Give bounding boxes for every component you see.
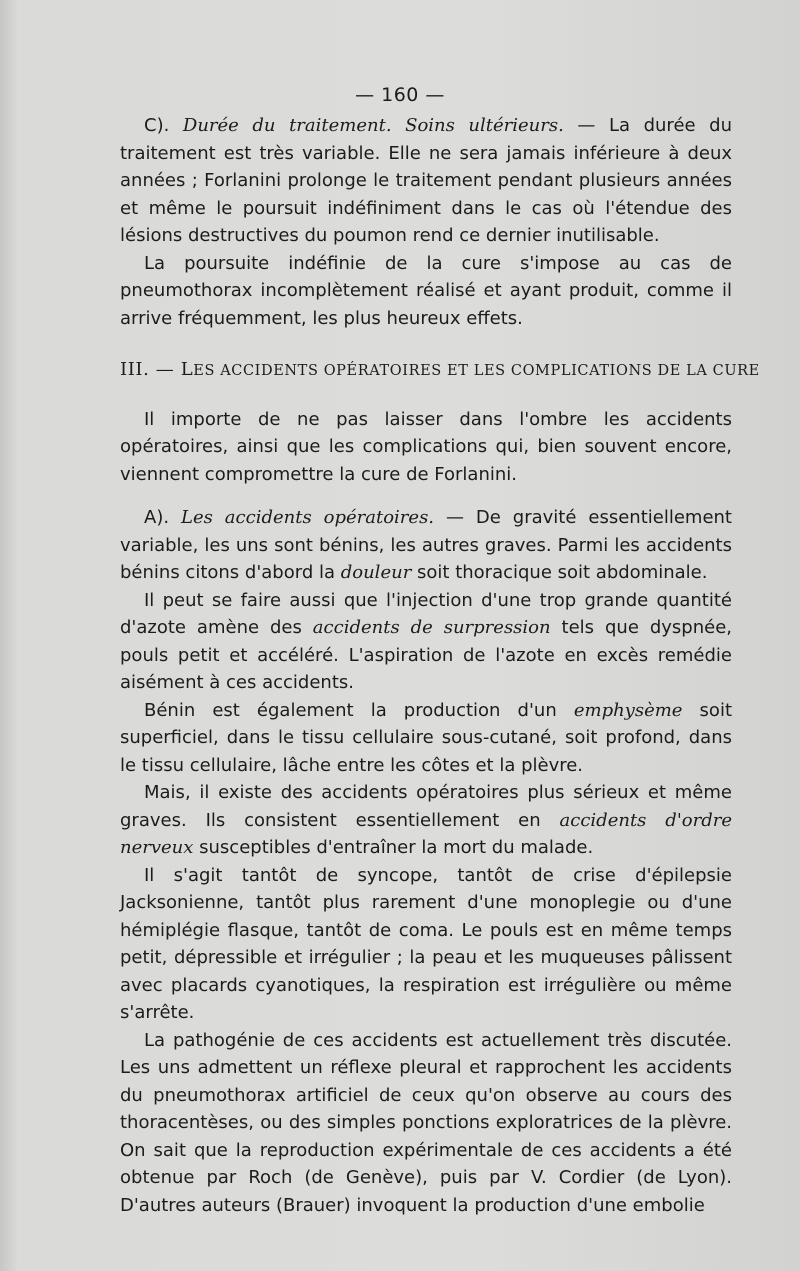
page-number: — 160 — <box>355 84 445 106</box>
section-iii-title-initial: L <box>180 359 194 380</box>
section-a-body-1: — De gravité essentiellement variable, les uns sont bénins, les autres graves. Parmi les accidents bénins citons d'abord la <box>120 507 732 583</box>
injection-text-1: Il peut se faire aussi que l'injection d'une trop grande quantité d'azote amène des <box>120 589 732 638</box>
paragraph-importe: Il importe de ne pas laisser dans l'ombre les accidents opératoires, ainsi que les complications qui, bien souvent encore, viennent compromettre la cure de Forlanini. <box>120 408 732 485</box>
paragraph-duree-traitement <box>120 112 732 250</box>
mais-emphasis: accidents d'ordre nerveux <box>120 809 732 858</box>
paragraph-poursuite: La poursuite indéfinie de la cure s'impose au cas de pneumothorax incomplètement réalisé et ayant produit, comme il arrive fréquemment, les plus heureux effets. <box>120 252 732 329</box>
section-a-douleur: douleur <box>340 562 412 583</box>
paragraph-injection <box>120 587 732 697</box>
section-a-label: A). <box>144 507 170 528</box>
section-iii-number: III. — <box>120 359 181 380</box>
paragraph-pathogenie: La pathogénie de ces accidents est actuellement très discutée. Les uns admettent un réflexe pleural et rapprochent les accidents du pneumothorax artificiel de ceux qu'on observe au cours des thoracentèses, ou des simples ponctions exploratrices de la plèvre. On sait que la reproduction expérimentale de ces accidents a été obtenue par Roch (de Genève), puis par V. Cordier (de Lyon). D'autres auteurs (Brauer) invoquent la production d'une embolie <box>120 1029 732 1216</box>
benin-text-2: soit superficiel, dans le tissu cellulaire sous-cutané, soit profond, dans le tissu cellulaire, lâche entre les côtes et la plèvre. <box>120 699 733 776</box>
injection-emphasis: accidents de surpression <box>312 617 551 638</box>
mais-text-1: Mais, il existe des accidents opératoires plus sérieux et même graves. Ils consistent essentiellement en <box>120 782 732 831</box>
benin-emphasis: emphysème <box>573 699 683 721</box>
section-heading-iii <box>120 356 760 386</box>
paragraph-accidents-graves <box>120 779 732 862</box>
section-c-label: C). <box>144 115 170 136</box>
page-body <box>120 112 760 1219</box>
section-a-title: Les accidents opératoires. <box>181 507 435 528</box>
paragraph-accidents-operatoires <box>120 504 732 587</box>
paragraph-emphyseme <box>120 697 732 780</box>
benin-text-1: Bénin est également la production d'un <box>144 699 574 721</box>
section-iii-title: ES ACCIDENTS OPÉRATOIRES ET LES COMPLICATIONS DE LA CURE <box>193 363 760 379</box>
section-c-body: — La durée du traitement est très variable. Elle ne sera jamais inférieure à deux années ; Forlanini prolonge le traitement pendant plusieurs années et même le poursuit indéfiniment dans le cas où l'étendue des lésions destructives du poumon rend ce dernier inutilisable. <box>120 115 732 246</box>
injection-text-2: tels que dyspnée, pouls petit et accéléré. L'aspiration de l'azote en excès remédie aisément à ces accidents. <box>120 617 732 693</box>
section-c-title: Durée du traitement. Soins ultérieurs. <box>182 115 564 136</box>
paragraph-syncope: Il s'agit tantôt de syncope, tantôt de crise d'épilepsie Jacksonienne, tantôt plus rarement d'une monoplegie ou d'une hémiplégie flasque, tantôt de coma. Le pouls est en même temps petit, dépressible et irrégulier ; la peau et les muqueuses pâlissent avec placards cyanotiques, la respiration est irrégulière ou même s'arrête. <box>120 864 732 1023</box>
section-a-body-2: soit thoracique soit abdominale. <box>411 562 708 583</box>
mais-text-2: susceptibles d'entraîner la mort du malade. <box>193 837 594 858</box>
